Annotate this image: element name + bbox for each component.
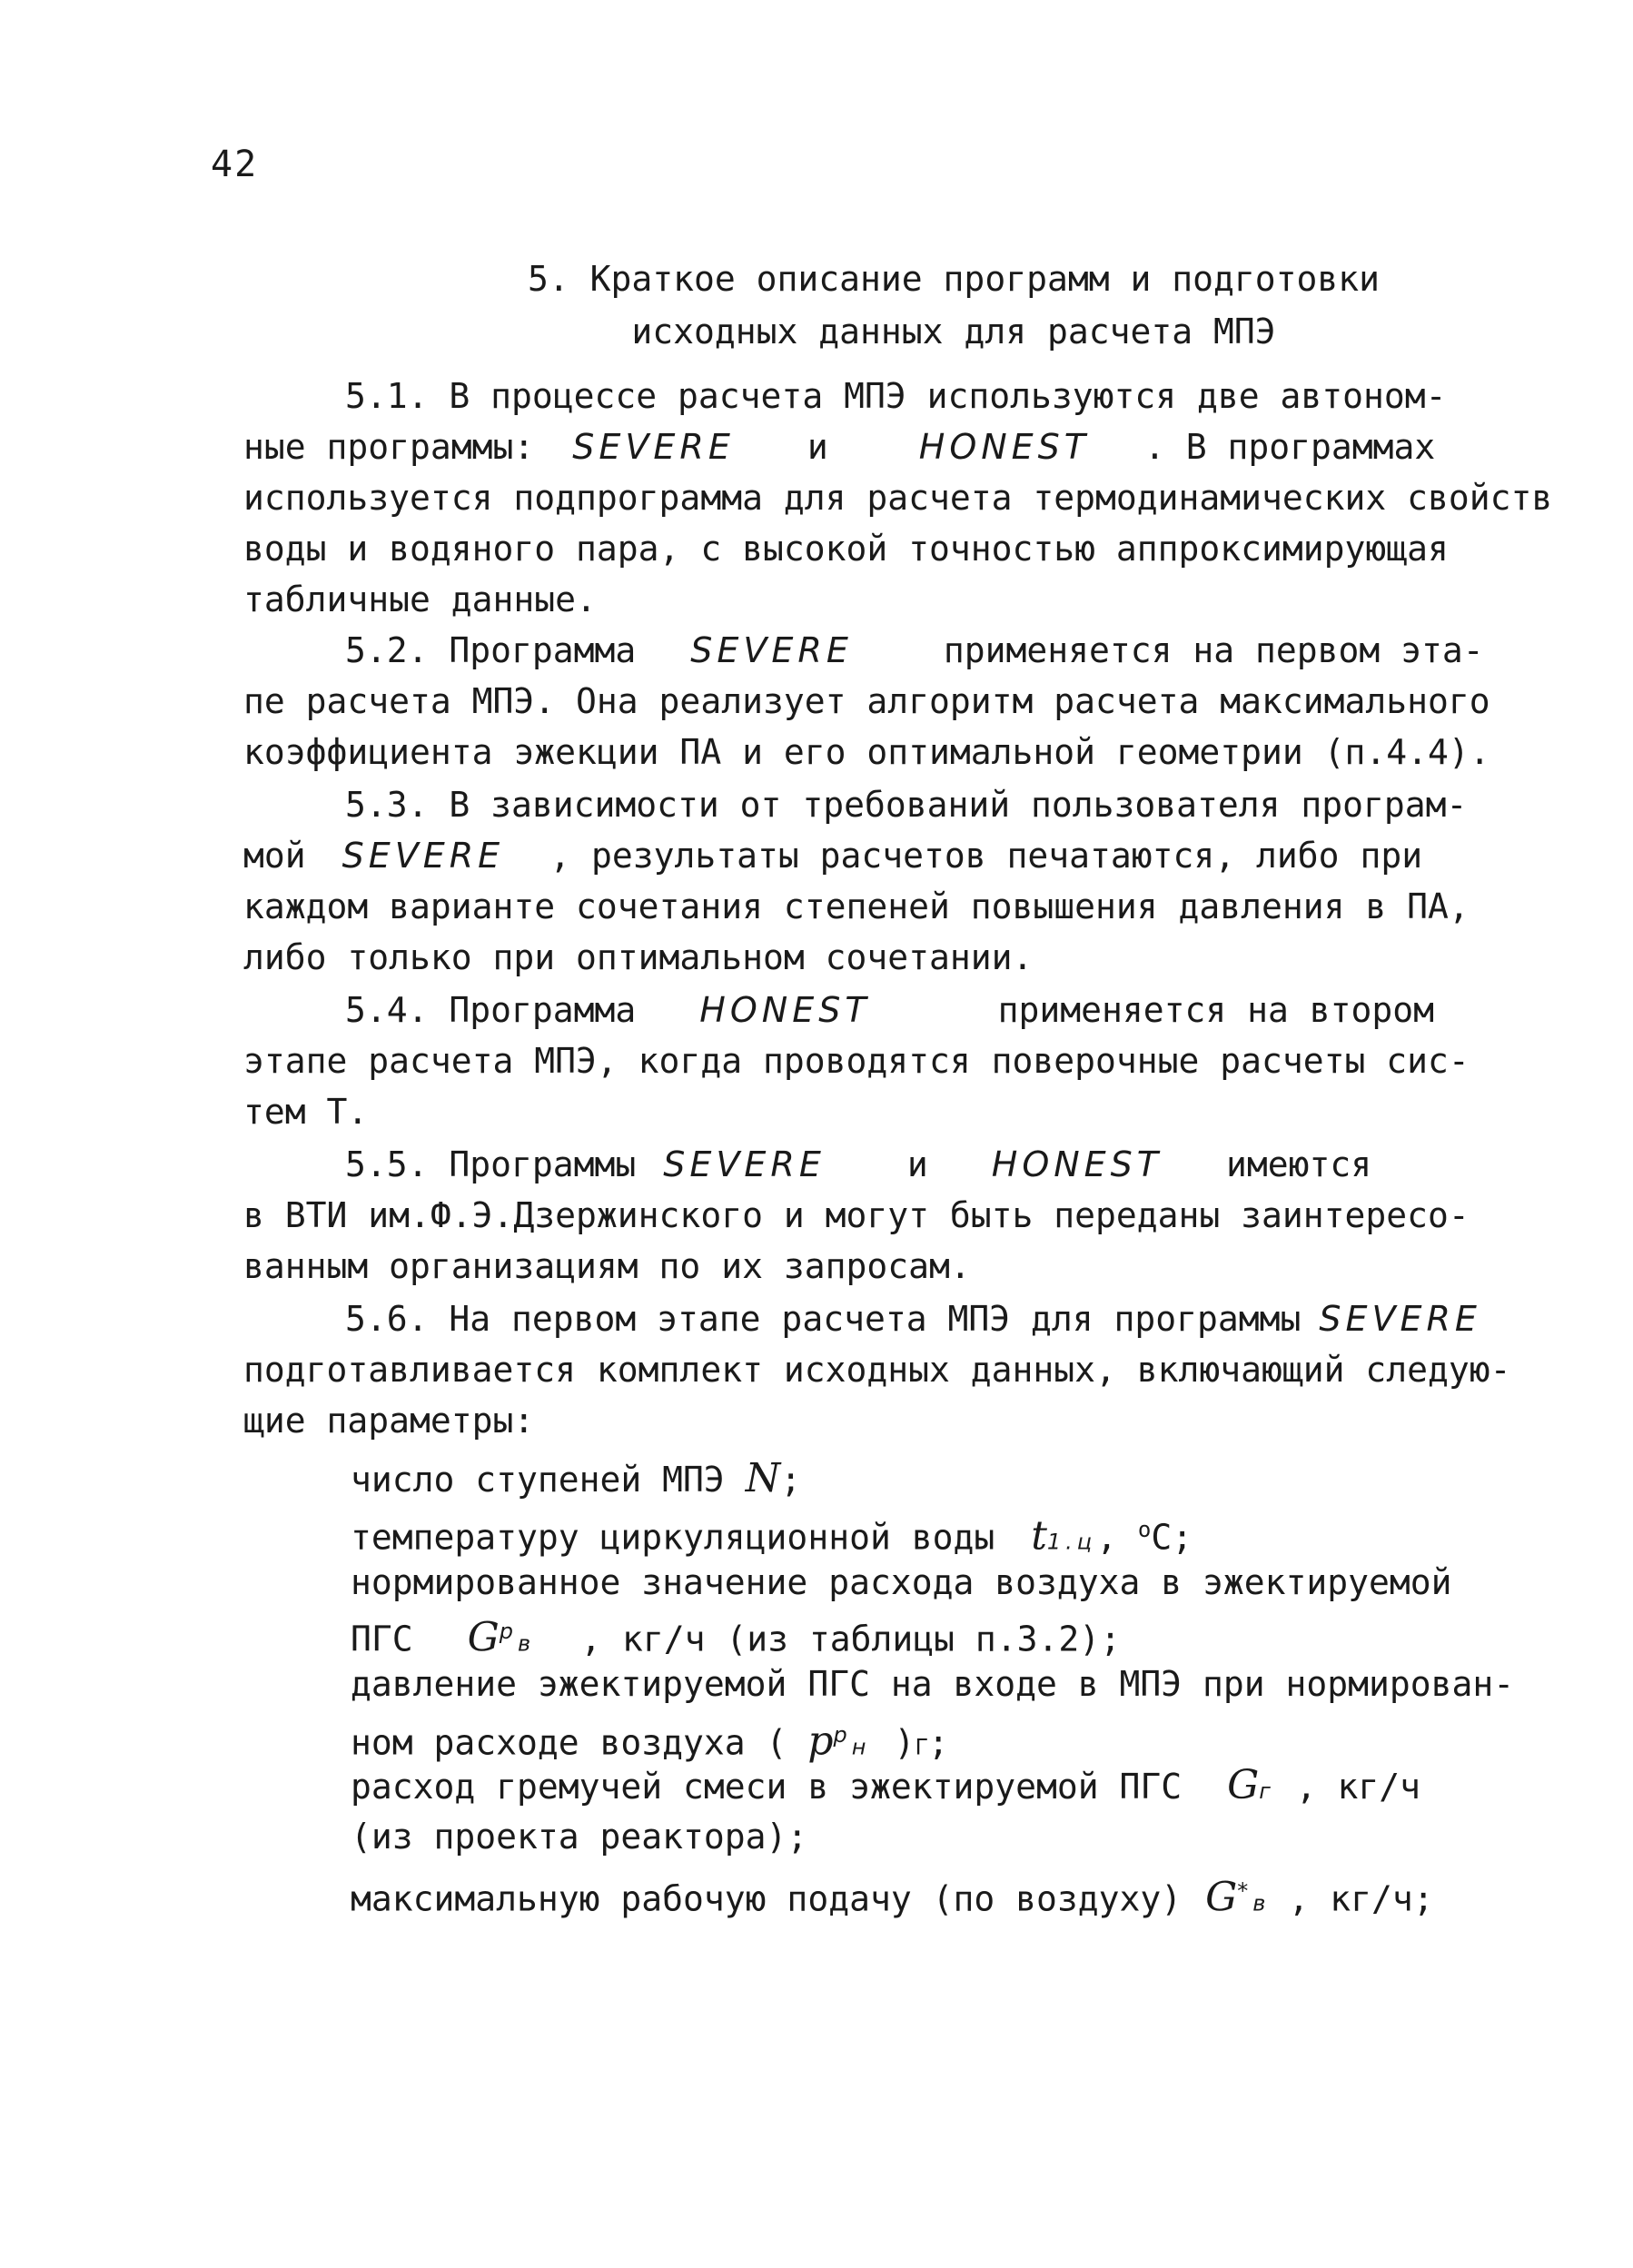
- p51-line-2: [243, 425, 1435, 469]
- p53-line-3: каждом варианте сочетания степеней повышения давления в ПА,: [243, 886, 1470, 926]
- p55-text-b: и: [906, 1144, 928, 1184]
- p52-line-1: [345, 629, 1484, 672]
- p53-line-1: 5.3. В зависимости от требований пользователя програм-: [345, 785, 1468, 825]
- p51-line-5: табличные данные.: [243, 579, 597, 619]
- symbol-g: G: [1227, 1762, 1260, 1808]
- p54-line-1: [345, 988, 1434, 1032]
- p53-text-a: мой: [243, 836, 306, 876]
- list-item-pressure-1: давление эжектируемой ПГС на входе в МПЭ при нормирован-: [351, 1664, 1515, 1704]
- p52-line-2: пе расчета МПЭ. Она реализует алгоритм расчета максимального: [243, 681, 1490, 721]
- p55-line-3: ванным организациям по их запросам.: [243, 1246, 971, 1286]
- p51-text-b: и: [807, 427, 828, 467]
- p51-text-c: . В программах: [1144, 427, 1436, 467]
- p53-line-4: либо только при оптимальном сочетании.: [243, 937, 1034, 977]
- p54-text-b: применяется на втором: [997, 990, 1434, 1030]
- p56-line-2: подготавливается комплект исходных данных, включающий следую-: [243, 1350, 1511, 1390]
- p51-line-1: 5.1. В процессе расчета МПЭ используются две автоном-: [345, 376, 1447, 416]
- p52-text-a: 5.2. Программа: [345, 630, 637, 670]
- list-item-max-feed: максимальную рабочую подачу (по воздуху) G*в , кг/ч;: [351, 1874, 1434, 1921]
- p56-line-1: [345, 1297, 1481, 1341]
- p51-text-a: ные программы:: [243, 427, 535, 467]
- p53-line-2: [243, 834, 1422, 877]
- p55-text-c: имеются: [1226, 1144, 1372, 1184]
- list-item-water-temp: температуру циркуляционной воды t1.ц, $^о$С;: [351, 1512, 1193, 1560]
- list-item-air-flow-2: ПГС $G^рв$ , кг/ч (из таблицы п.3.2);: [351, 1614, 1122, 1661]
- symbol-g: G: [1205, 1874, 1238, 1921]
- program-name-severe: SEVERE: [690, 630, 853, 670]
- symbol-t: t: [1031, 1512, 1047, 1560]
- list-item-gas-flow-1: расход гремучей смеси в эжектируемой ПГС Gг , кг/ч: [351, 1762, 1421, 1808]
- program-name-severe: SEVERE: [341, 836, 505, 876]
- section-title-line-2: исходных данных для расчета МПЭ: [631, 312, 1276, 352]
- list-item-pressure-2: ном расходе воздуха ( $p^рн$ )Г;: [351, 1718, 949, 1765]
- p55-line-2: в ВТИ им.Ф.Э.Дзержинского и могут быть переданы заинтересо-: [243, 1195, 1470, 1235]
- p52-text-b: применяется на первом эта-: [943, 630, 1484, 670]
- program-name-severe: SEVERE: [1319, 1299, 1481, 1339]
- program-name-severe: SEVERE: [572, 427, 735, 467]
- p55-line-1: [345, 1143, 1371, 1186]
- list-item-gas-flow-2: (из проекта реактора);: [351, 1817, 808, 1857]
- program-name-severe: SEVERE: [663, 1144, 826, 1184]
- section-title: [454, 253, 1453, 358]
- list-item-air-flow-1: нормированное значение расхода воздуха в эжектируемой: [351, 1562, 1452, 1602]
- list-item-stages: число ступеней МПЭ N;: [351, 1455, 802, 1501]
- p52-line-3: коэффициента эжекции ПА и его оптимальной геометрии (п.4.4).: [243, 732, 1490, 772]
- program-name-honest: HONEST: [699, 990, 871, 1030]
- p51-line-3: используется подпрограмма для расчета термодинамических свойств: [243, 478, 1553, 518]
- symbol-g: G: [467, 1614, 500, 1661]
- p56-line-3: щие параметры:: [243, 1401, 535, 1441]
- p54-line-3: тем Т.: [243, 1092, 369, 1132]
- p56-text-a: 5.6. На первом этапе расчета МПЭ для программы: [345, 1299, 1301, 1339]
- symbol-n: N: [745, 1455, 781, 1501]
- p51-line-4: воды и водяного пара, с высокой точностью аппроксимирующая: [243, 529, 1449, 569]
- p54-line-2: этапе расчета МПЭ, когда проводятся поверочные расчеты сис-: [243, 1041, 1470, 1081]
- page-number: 42: [211, 144, 259, 185]
- section-title-line-1: 5. Краткое описание программ и подготовки: [528, 259, 1380, 299]
- program-name-honest: HONEST: [991, 1144, 1163, 1184]
- p55-text-a: 5.5. Программы: [345, 1144, 637, 1184]
- p53-text-b: , результаты расчетов печатаются, либо при: [549, 836, 1423, 876]
- p54-text-a: 5.4. Программа: [345, 990, 637, 1030]
- symbol-p: p: [807, 1718, 834, 1765]
- program-name-honest: HONEST: [918, 427, 1091, 467]
